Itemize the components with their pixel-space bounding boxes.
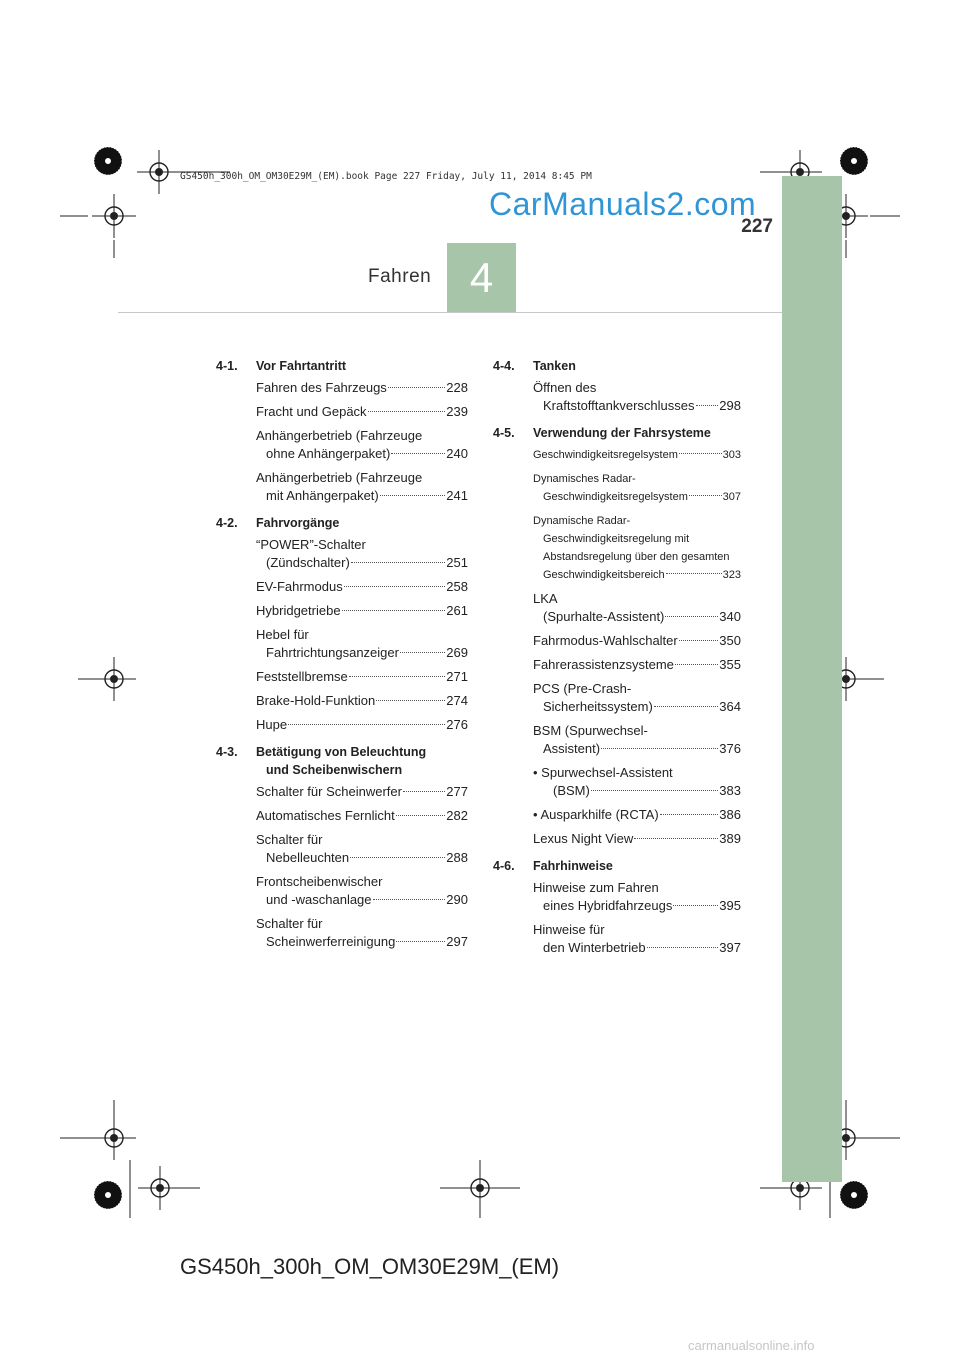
toc-section [216,743,468,951]
entry-line-last [533,782,741,800]
entry-line: Anhängerbetrieb (Fahrzeuge [256,470,423,485]
leader-dots [601,748,718,749]
section-number: 4-1. [216,359,238,373]
leader-dots [403,791,445,792]
page-ref: 307 [722,491,741,503]
leader-dots [689,495,722,496]
entry-label: • Ausparkhilfe (RCTA) [533,807,659,822]
entry-label: Fahrmodus-Wahlschalter [533,633,678,648]
section-title: Fahrhinweise [533,859,613,873]
page-ref: 298 [719,398,741,413]
entry-line-last [256,807,468,825]
entry-line: Frontscheibenwischer [256,874,383,889]
toc-entry[interactable] [533,656,741,674]
entry-line: BSM (Spurwechsel- [533,723,648,738]
entry-line-last [256,692,468,710]
entry-line: Anhängerbetrieb (Fahrzeuge [256,428,423,443]
page-ref: 376 [719,741,741,756]
toc-entry[interactable] [533,379,741,415]
leader-dots [396,815,446,816]
entry-line-last [256,716,468,734]
page-ref: 323 [722,569,741,581]
section-title: Verwendung der Fahrsysteme [533,426,711,440]
section-title-wrap [256,357,468,375]
toc-entry[interactable] [533,512,741,584]
toc-entry[interactable] [256,783,468,801]
footer-site: carmanualsonline.info [688,1338,815,1353]
entry-label: und -waschanlage [266,892,372,907]
entry-line-last [533,397,741,415]
leader-dots [388,387,446,388]
leader-dots [349,676,446,677]
entry-line: LKA [533,591,558,606]
leader-dots [591,790,718,791]
leader-dots [634,838,718,839]
entry-label: ohne Anhängerpaket) [266,446,391,461]
entry-label: Sicherheitssystem) [543,699,653,714]
entry-line-last [533,656,741,674]
toc-section [493,424,741,848]
entry-line: Dynamische Radar- [533,515,631,527]
section-number: 4-5. [493,426,515,440]
section-title-cont: und Scheibenwischern [266,763,403,777]
section-title: Tanken [533,359,576,373]
leader-dots [373,899,446,900]
entry-line: Hinweise für [533,922,605,937]
page-ref: 340 [719,609,741,624]
page-ref: 282 [446,808,468,823]
entry-label: Feststellbremse [256,669,348,684]
document-code: GS450h_300h_OM_OM30E29M_(EM) [180,1254,560,1279]
leader-dots [391,453,445,454]
section-heading [216,743,468,779]
toc-entry[interactable] [533,921,741,957]
toc-entry[interactable] [533,722,741,758]
leader-dots [666,573,722,574]
toc-entry[interactable] [256,403,468,421]
toc-right-column [493,357,741,966]
toc-section [493,857,741,957]
section-number: 4-6. [493,859,515,873]
section-title-wrap [256,743,468,779]
entry-label: (BSM) [553,783,590,798]
page-ref: 261 [446,603,468,618]
section-title-wrap [256,514,468,532]
entry-label: mit Anhängerpaket) [266,488,379,503]
entry-label: den Winterbetrieb [543,940,646,955]
section-heading [216,357,468,375]
section-number: 4-4. [493,359,515,373]
section-heading [493,857,741,875]
chapter-sidebar-tab [782,176,842,1182]
entry-line: Hinweise zum Fahren [533,880,659,895]
page-ref: 269 [446,645,468,660]
leader-dots [647,947,719,948]
leader-dots [679,640,719,641]
leader-dots [396,941,445,942]
entry-label: Fahrerassistenzsysteme [533,657,674,672]
toc-entry[interactable] [256,668,468,686]
toc-entry[interactable] [256,602,468,620]
leader-dots [679,453,722,454]
page-ref: 277 [446,784,468,799]
section-title-wrap [533,857,741,875]
toc-entry[interactable] [256,626,468,662]
toc-entry[interactable] [533,446,741,464]
entry-line-last [256,445,468,463]
entry-line: Schalter für [256,916,323,931]
leader-dots [654,706,718,707]
leader-dots [696,405,719,406]
entry-label: Fahren des Fahrzeugs [256,380,387,395]
page-ref: 239 [446,404,468,419]
entry-label: (Spurhalte-Assistent) [543,609,665,624]
leader-dots [350,857,445,858]
toc-entry[interactable] [256,807,468,825]
page-ref: 383 [719,783,741,798]
toc-entry[interactable] [256,427,468,463]
leader-dots [675,664,718,665]
entry-line-last [533,566,741,584]
toc-section [216,514,468,734]
toc-entry[interactable] [256,536,468,572]
page-ref: 389 [719,831,741,846]
entry-line: Dynamisches Radar- [533,473,636,485]
toc-entry[interactable] [256,469,468,505]
leader-dots [288,724,445,725]
page-ref: 276 [446,717,468,732]
chapter-title: Fahren [368,266,432,287]
leader-dots [380,495,446,496]
page-ref: 297 [446,934,468,949]
chapter-number-box: 4 [447,243,516,313]
toc-entry[interactable] [533,680,741,716]
toc-section [493,357,741,415]
entry-label: Kraftstofftankverschlusses [543,398,695,413]
leader-dots [342,610,446,611]
entry-line: Öffnen des [533,380,597,395]
leader-dots [344,586,446,587]
toc-entry[interactable] [533,470,741,506]
page-ref: 395 [719,898,741,913]
page-number: 227 [741,216,773,237]
section-title: Vor Fahrtantritt [256,359,347,373]
entry-label: Assistent) [543,741,601,756]
entry-line-last [256,403,468,421]
entry-label: eines Hybridfahrzeugs [543,898,673,913]
entry-label: Fracht und Gepäck [256,404,367,419]
section-number: 4-3. [216,745,238,759]
entry-line-last [256,379,468,397]
entry-line-last [256,554,468,572]
page-ref: 228 [446,380,468,395]
entry-label: (Zündschalter) [266,555,350,570]
entry-line-last [533,608,741,626]
book-info-line: GS450h_300h_OM_OM30E29M_(EM).book Page 227 Friday, July 11, 2014 8:45 PM [180,171,592,182]
toc-entry[interactable] [533,879,741,915]
section-title: Fahrvorgänge [256,516,340,530]
entry-line-last [533,632,741,650]
entry-line-last [533,806,741,824]
section-heading [216,514,468,532]
toc-entry[interactable] [533,806,741,824]
page-ref: 251 [446,555,468,570]
entry-label: Fahrtrichtungsanzeiger [266,645,399,660]
toc-entry[interactable] [533,590,741,626]
leader-dots [400,652,445,653]
page-ref: 355 [719,657,741,672]
leader-dots [660,814,719,815]
entry-label: Nebelleuchten [266,850,350,865]
toc-entry[interactable] [533,830,741,848]
page-ref: 350 [719,633,741,648]
entry-line-last [256,849,468,867]
entry-line: Abstandsregelung über den gesamten [543,551,730,563]
entry-line: Hebel für [256,627,309,642]
toc-entry[interactable] [256,915,468,951]
entry-line-last [533,740,741,758]
toc-entry[interactable] [256,831,468,867]
entry-label: EV-Fahrmodus [256,579,343,594]
page-ref: 258 [446,579,468,594]
section-number: 4-2. [216,516,238,530]
section-heading [493,357,741,375]
entry-label: Scheinwerferreinigung [266,934,396,949]
leader-dots [368,411,446,412]
page-ref: 240 [446,446,468,461]
page-ref: 274 [446,693,468,708]
section-title-wrap [533,357,741,375]
entry-line: PCS (Pre-Crash- [533,681,632,696]
section-title: Betätigung von Beleuchtung [256,745,427,759]
toc-section [216,357,468,505]
page-ref: 288 [446,850,468,865]
entry-label: Brake-Hold-Funktion [256,693,376,708]
page-ref: 271 [446,669,468,684]
entry-line-last [256,668,468,686]
leader-dots [351,562,445,563]
header-rule [118,312,782,313]
toc-entry[interactable] [256,692,468,710]
entry-line: Geschwindigkeitsregelung mit [543,533,690,545]
entry-label: Hybridgetriebe [256,603,341,618]
page-ref: 241 [446,488,468,503]
entry-line: “POWER”-Schalter [256,537,366,552]
page-ref: 397 [719,940,741,955]
entry-line-last [533,897,741,915]
entry-line-last [533,939,741,957]
page-ref: 386 [719,807,741,822]
page-ref: 290 [446,892,468,907]
entry-label: Hupe [256,717,288,732]
leader-dots [376,700,445,701]
entry-line-last [533,488,741,506]
watermark: CarManuals2.com [489,186,757,222]
entry-line-last [256,487,468,505]
entry-line-last [533,446,741,464]
entry-line-last [533,830,741,848]
section-title-wrap [533,424,741,442]
entry-line-last [256,783,468,801]
toc-entry[interactable] [256,716,468,734]
section-heading [493,424,741,442]
entry-label: Geschwindigkeitsregelsystem [533,449,678,461]
page-ref: 364 [719,699,741,714]
entry-line-last [533,698,741,716]
entry-line: Schalter für [256,832,323,847]
leader-dots [673,905,718,906]
entry-line-last [256,578,468,596]
entry-line-last [256,644,468,662]
toc-entry[interactable] [533,764,741,800]
toc-entry[interactable] [533,632,741,650]
toc-entry[interactable] [256,578,468,596]
entry-line-last [256,933,468,951]
toc-entry[interactable] [256,873,468,909]
entry-label: Geschwindigkeitsbereich [543,569,665,581]
entry-label: Lexus Night View [533,831,634,846]
entry-label: Schalter für Scheinwerfer [256,784,402,799]
entry-label: Geschwindigkeitsregelsystem [543,491,688,503]
leader-dots [665,616,718,617]
entry-line-last [256,602,468,620]
entry-line: • Spurwechsel-Assistent [533,765,673,780]
toc-left-column [216,357,468,960]
toc-entry[interactable] [256,379,468,397]
entry-line-last [256,891,468,909]
page-ref: 303 [722,449,741,461]
entry-label: Automatisches Fernlicht [256,808,395,823]
